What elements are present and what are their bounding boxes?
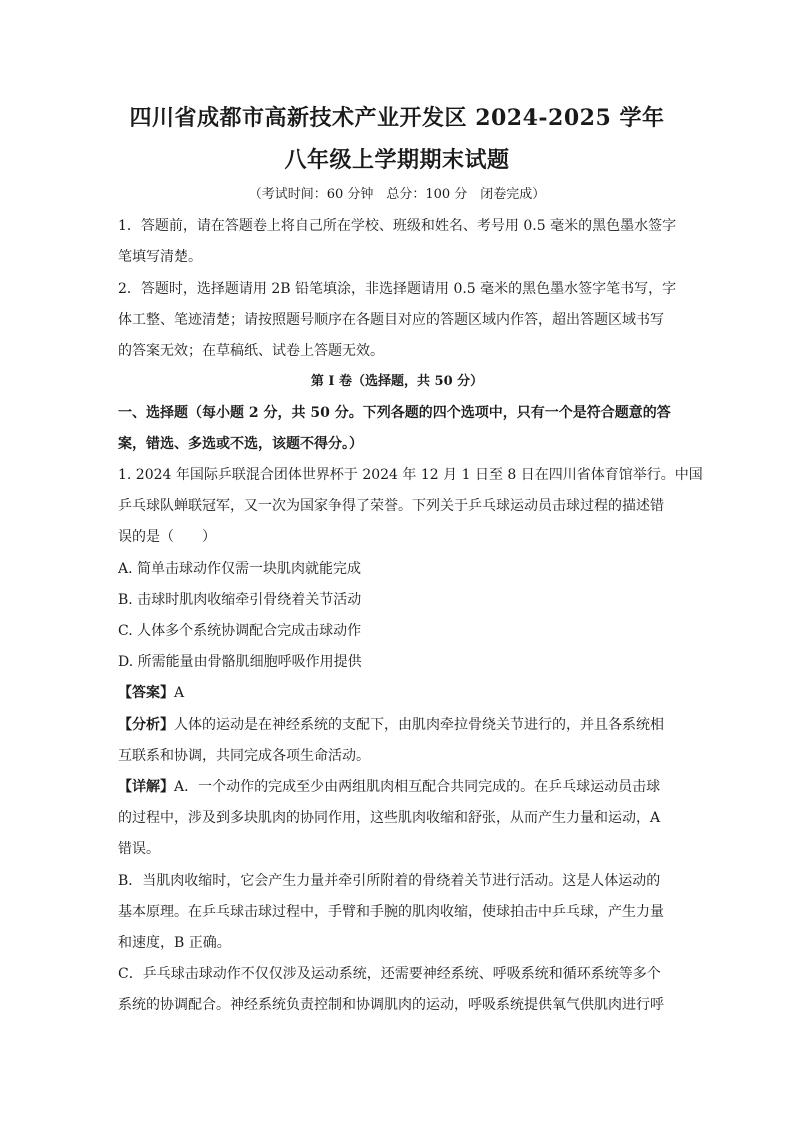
section-title: 第 I 卷（选择题，共 50 分） <box>310 374 484 389</box>
question-1-stem-line-2: 乒乓球队蝉联冠军，又一次为国家争得了荣誉。下列关于乒乓球运动员击球过程的描述错 <box>118 498 664 514</box>
exam-title-line-2: 八年级上学期期末试题 <box>284 147 510 173</box>
detail-line-8: 系统的协调配合。神经系统负责控制和协调肌肉的运动，呼吸系统提供氧气供肌肉进行呼 <box>118 997 664 1013</box>
instruction-1-line-1: 1．答题前，请在答题卷上将自己所在学校、班级和姓名、考号用 0.5 毫米的黑色墨水签字 <box>118 218 677 234</box>
answer-line <box>118 682 688 704</box>
detail-line-3: 错误。 <box>118 841 160 857</box>
detail-label: 【详解】 <box>118 779 174 795</box>
question-1-stem-line-3: 误的是（ ） <box>118 529 216 545</box>
answer-label: 【答案】 <box>118 685 174 701</box>
part-heading-line-1: 一、选择题（每小题 2 分，共 50 分。下列各题的四个选项中，只有一个是符合题意的答 <box>118 405 671 421</box>
analysis-line-2: 互联系和协调，共同完成各项生命活动。 <box>118 748 370 764</box>
exam-title-line-1: 四川省成都市高新技术产业开发区 2024-2025 学年 <box>129 105 665 131</box>
analysis-label: 【分析】 <box>118 717 174 733</box>
detail-text-1: A．一个动作的完成至少由两组肌肉相互配合共同完成的。在乒乓球运动员击球 <box>174 779 661 795</box>
question-1-option-a: A. 简单击球动作仅需一块肌肉就能完成 <box>118 561 362 577</box>
instruction-2-line-2: 体工整、笔迹清楚；请按照题号顺序在各题目对应的答题区域内作答，超出答题区域书写 <box>118 312 664 328</box>
part-heading-line-2: 案，错选、多选或不选，该题不得分。） <box>118 436 363 452</box>
instruction-1-line-2: 笔填写清楚。 <box>118 249 202 265</box>
detail-line-2: 的过程中，涉及到多块肌肉的协同作用，这些肌肉收缩和舒张，从而产生力量和运动，A <box>118 810 661 826</box>
detail-line-1 <box>118 776 688 798</box>
detail-line-7: C．乒乓球击球动作不仅仅涉及运动系统，还需要神经系统、呼吸系统和循环系统等多个 <box>118 966 661 982</box>
question-1-option-b: B. 击球时肌肉收缩牵引骨绕着关节活动 <box>118 592 362 608</box>
exam-info: （考试时间：60 分钟 总分：100 分 闭卷完成） <box>248 187 546 202</box>
detail-line-5: 基本原理。在乒乓球击球过程中，手臂和手腕的肌肉收缩，使球拍击中乒乓球，产生力量 <box>118 904 664 920</box>
instruction-2-line-3: 的答案无效；在草稿纸、试卷上答题无效。 <box>118 343 384 359</box>
analysis-line-1 <box>118 714 688 736</box>
question-1-option-c: C. 人体多个系统协调配合完成击球动作 <box>118 623 362 639</box>
detail-line-4: B．当肌肉收缩时，它会产生力量并牵引所附着的骨绕着关节进行活动。这是人体运动的 <box>118 873 661 889</box>
detail-line-6: 和速度，B 正确。 <box>118 935 231 951</box>
instruction-2-line-1: 2．答题时，选择题请用 2B 铅笔填涂，非选择题请用 0.5 毫米的黑色墨水签字笔书写，字 <box>118 281 677 297</box>
question-1-stem-line-1: 1. 2024 年国际乒联混合团体世界杯于 2024 年 12 月 1 日至 8 日在四川省体育馆举行。中国 <box>118 467 703 483</box>
answer-value: A <box>174 685 185 701</box>
analysis-text-1: 人体的运动是在神经系统的支配下，由肌肉牵拉骨绕关节进行的，并且各系统相 <box>174 717 664 733</box>
question-1-option-d: D. 所需能量由骨骼肌细胞呼吸作用提供 <box>118 654 362 670</box>
